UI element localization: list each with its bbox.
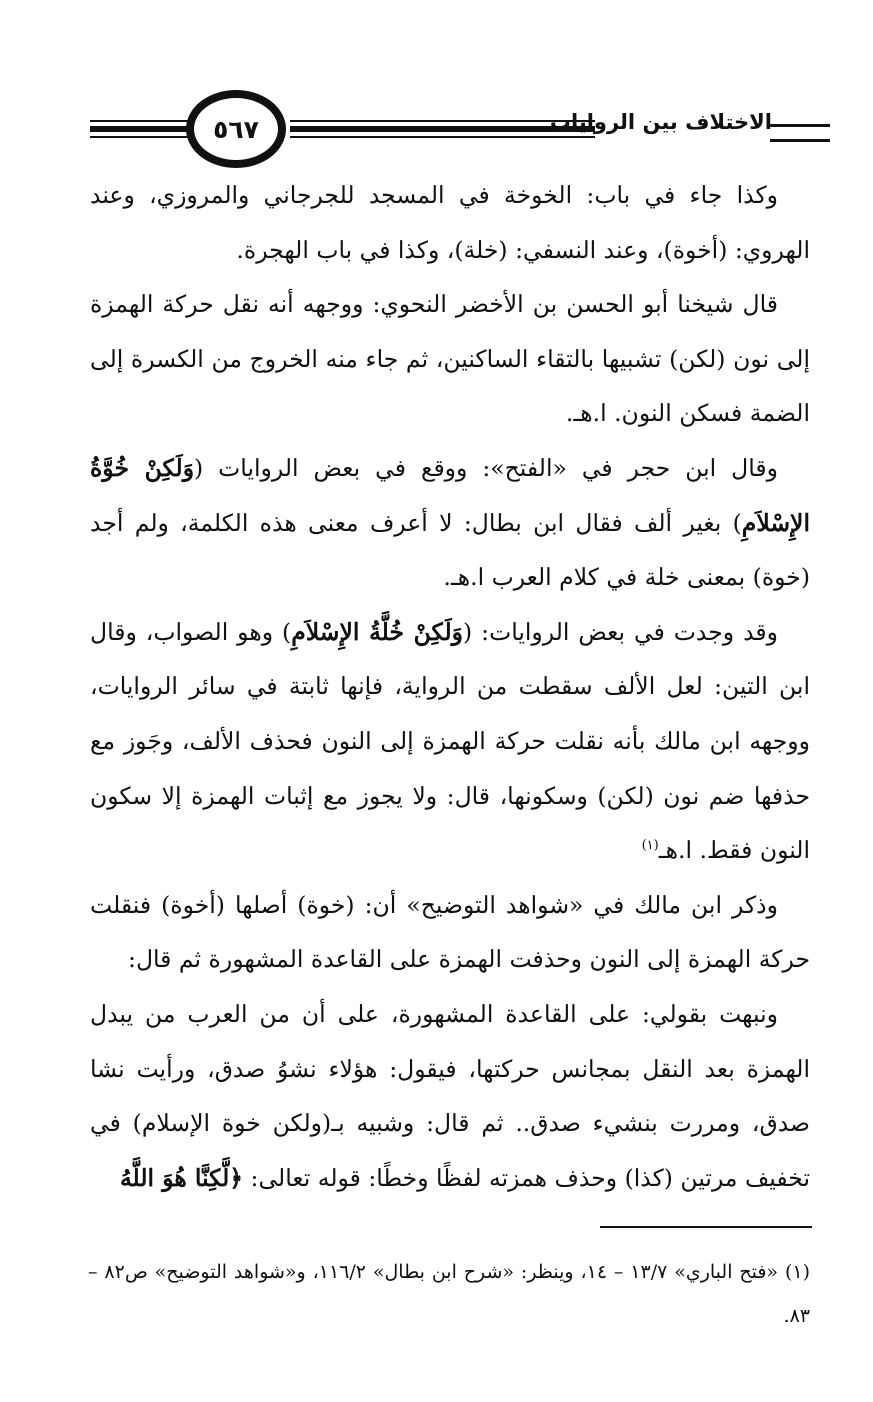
main-text xyxy=(90,168,810,1205)
paragraph-5: وذكر ابن مالك في «شواهد التوضيح» أن: (خوة) أصلها (أخوة) فنقلت حركة الهمزة إلى النون وحذفت الهمزة على القاعدة المشهورة ثم قال: xyxy=(90,890,810,974)
paragraph-6 xyxy=(90,987,810,1205)
paragraph-3-text-a: وقال ابن حجر في «الفتح»: ووقع في بعض الروايات ( xyxy=(194,453,778,482)
page-number: ٥٦٧ xyxy=(186,90,286,168)
header-rule-left-bottom xyxy=(90,136,188,138)
header-rule-left xyxy=(90,120,188,122)
paragraph-3-text-b: ) بغير ألف فقال ابن بطال: لا أعرف معنى هذه الكلمة، ولم أجد (خوة) بمعنى خلة في كلام العرب ا.هـ. xyxy=(90,508,810,592)
paragraph-4-text-b: ) وهو الصواب، وقال ابن التين: لعل الألف سقطت من الرواية، فإنها ثابتة في سائر الروايات، ووجهه ابن مالك بأنه نقلت حركة الهمزة إلى النون فحذف الألف، وجَوز مع حذفها ضم نون (لكن) وسكونها، قال: ولا يجوز مع إثبات الهمزة إلا سكون النون فقط. ا.هـ xyxy=(90,617,810,865)
quran-quote: ﴿لَّكِنَّا هُوَ اللَّهُ xyxy=(119,1163,244,1192)
page-header xyxy=(60,84,820,180)
header-rule-left-thick xyxy=(90,126,188,132)
paragraph-4-text-a: وقد وجدت في بعض الروايات: ( xyxy=(463,617,779,646)
footnote-marker[interactable]: (١) xyxy=(641,838,659,854)
hadith-quote-2: وَلَكِنْ خُلَّةُ الإِسْلاَمِ xyxy=(291,617,464,646)
footnote-separator xyxy=(600,1226,812,1228)
running-title: الاختلاف بين الروايات xyxy=(549,110,772,134)
footnote-1: (١) «فتح الباري» ١٣/٧ – ١٤، وينظر: «شرح ابن بطال» ١١٦/٢، و«شواهد التوضيح» ص٨٢ – ٨٣. xyxy=(88,1261,810,1327)
paragraph-4 xyxy=(90,605,810,878)
paragraph-2: قال شيخنا أبو الحسن بن الأخضر النحوي: ووجهه أنه نقل حركة الهمزة إلى نون (لكن) تشبيها بالتقاء الساكنين، ثم جاء منه الخروج من الكسرة إلى الضمة فسكن النون. ا.هـ. xyxy=(90,290,810,428)
footnotes xyxy=(88,1250,810,1338)
hadith-quote-1: وَلَكِنْ خُوَّةُ الإِسْلاَمِ xyxy=(90,453,810,537)
paragraph-6-text-a: ونبهت بقولي: على القاعدة المشهورة، على أن من العرب من يبدل الهمزة بعد النقل بمجانس حركتها، فيقول: هؤلاء نشوُ صدق، ورأيت نشا صدق، ومررت بنشيء صدق.. ثم قال: وشبيه بـ(ولكن خوة الإسلام) في تخفيف مرتين (كذا) وحذف همزته لفظًا وخطًا: قوله تعالى: xyxy=(90,999,810,1192)
paragraph-3 xyxy=(90,441,810,605)
paragraph-1: وكذا جاء في باب: الخوخة في المسجد للجرجاني والمروزي، وعند الهروي: (أخوة)، وعند النسفي: (خلة)، وكذا في باب الهجرة. xyxy=(90,181,810,264)
header-rule-right xyxy=(770,124,830,142)
